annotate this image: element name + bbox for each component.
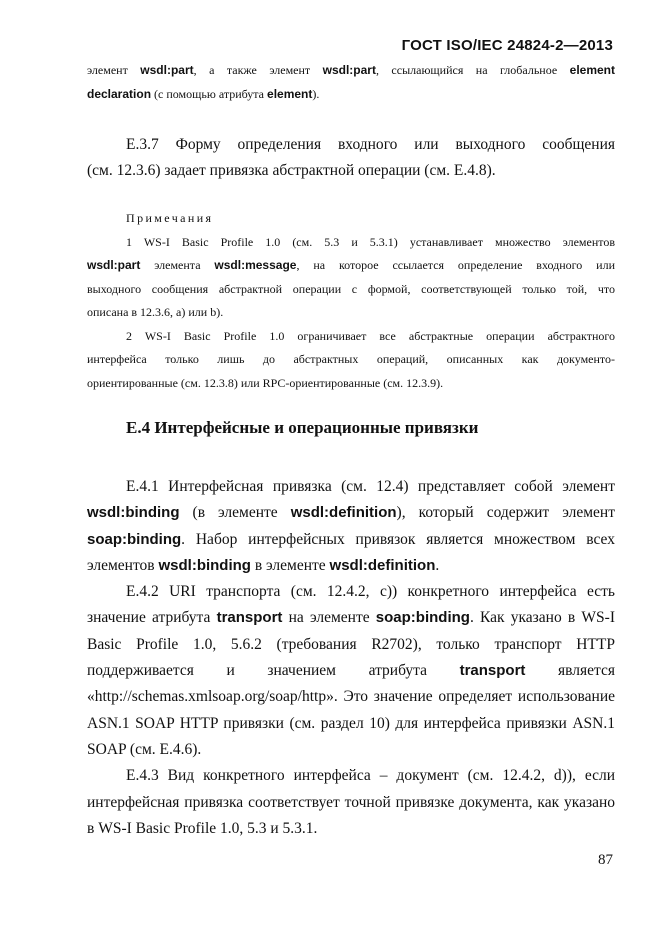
e43-line-3: в WS-I Basic Profile 1.0, 5.3 и 5.3.1. (87, 819, 318, 837)
document-header: ГОСТ ISO/IEC 24824-2—2013 (401, 37, 613, 54)
code-term: element (569, 63, 615, 77)
code-term: transport (216, 609, 283, 627)
note-2-line-3: ориентированные (см. 12.3.8) или RPC-ориентированные (см. 12.3.9). (87, 375, 444, 390)
note-1-line-1: 1 WS-I Basic Profile 1.0 (см. 5.3 и 5.3.1) устанавливает множество элементов (126, 234, 615, 249)
code-term: wsdl:part (87, 258, 141, 272)
code-term: soap:binding (375, 609, 470, 627)
note-1-line-3: выходного сообщения абстрактной операции с формой, соответствующей только той, что (87, 281, 615, 296)
notes-title: Примечания (126, 211, 214, 225)
section-body (87, 474, 615, 842)
e37-line-1: Е.3.7 Форму определения входного или выходного сообщения (126, 136, 615, 153)
code-term: wsdl:binding (87, 504, 180, 522)
e42-line-5: «http://schemas.xmlsoap.org/soap/http». Это значение определяет использование (87, 688, 615, 706)
e41-line-3: soap:binding. Набор интерфейсных привязок является множеством всех (87, 530, 615, 548)
notes-block (87, 207, 615, 395)
code-term: wsdl:message (214, 258, 297, 272)
note-1-line-4: описана в 12.3.6, а) или b). (87, 305, 224, 319)
e42-line-1: Е.4.2 URI транспорта (см. 12.4.2, с)) конкретного интерфейса есть (126, 583, 615, 601)
e42-line-3: Basic Profile 1.0, 5.6.2 (требования R2702), только транспорт HTTP (87, 635, 615, 653)
code-term: wsdl:part (140, 63, 194, 77)
e42-line-2: значение атрибута transport на элементе soap:binding. Как указано в WS-I (87, 609, 615, 627)
e43-line-2: интерфейсная привязка соответствует точной привязке документа, как указано (87, 793, 615, 811)
note-2-line-1: 2 WS-I Basic Profile 1.0 ограничивает все абстрактные операции абстрактного (126, 328, 615, 343)
e42-line-7: SOAP (см. Е.4.6). (87, 740, 202, 758)
page-number: 87 (598, 852, 613, 868)
e42-line-6: ASN.1 SOAP HTTP привязки (см. раздел 10) для интерфейса привязки ASN.1 (87, 714, 615, 732)
code-term: element (267, 86, 313, 101)
e37-line-2: (см. 12.3.6) задает привязка абстрактной операции (см. Е.4.8). (87, 162, 496, 180)
intro-paragraph (87, 59, 615, 106)
code-term: declaration (87, 86, 152, 101)
code-term: wsdl:definition (329, 556, 436, 574)
section-heading: Е.4 Интерфейсные и операционные привязки (126, 418, 479, 437)
e41-line-2: wsdl:binding (в элементе wsdl:definition), который содержит элемент (87, 504, 615, 522)
paragraph-e37 (87, 132, 615, 185)
e43-line-1: Е.4.3 Вид конкретного интерфейса – документ (см. 12.4.2, d)), если (126, 767, 615, 785)
code-term: wsdl:definition (290, 504, 397, 522)
e41-line-1: Е.4.1 Интерфейсная привязка (см. 12.4) представляет собой элемент (126, 478, 615, 495)
code-term: soap:binding (87, 530, 182, 548)
e41-line-4: элементов wsdl:binding в элементе wsdl:definition. (87, 556, 440, 574)
intro-line-2: declaration (с помощью атрибута element). (87, 86, 320, 101)
note-1-line-2: wsdl:part элемента wsdl:message, на которое ссылается определение входного или (87, 258, 616, 272)
note-2-line-2: интерфейса только лишь до абстрактных операций, описанных как документо- (87, 352, 615, 366)
code-term: wsdl:part (322, 63, 376, 77)
code-term: transport (459, 662, 526, 680)
e42-line-4: поддерживается и значением атрибута transport является (87, 662, 615, 680)
intro-line-1: элемент wsdl:part, а также элемент wsdl:part, ссылающийся на глобальное element (87, 63, 615, 77)
code-term: wsdl:binding (158, 556, 251, 574)
